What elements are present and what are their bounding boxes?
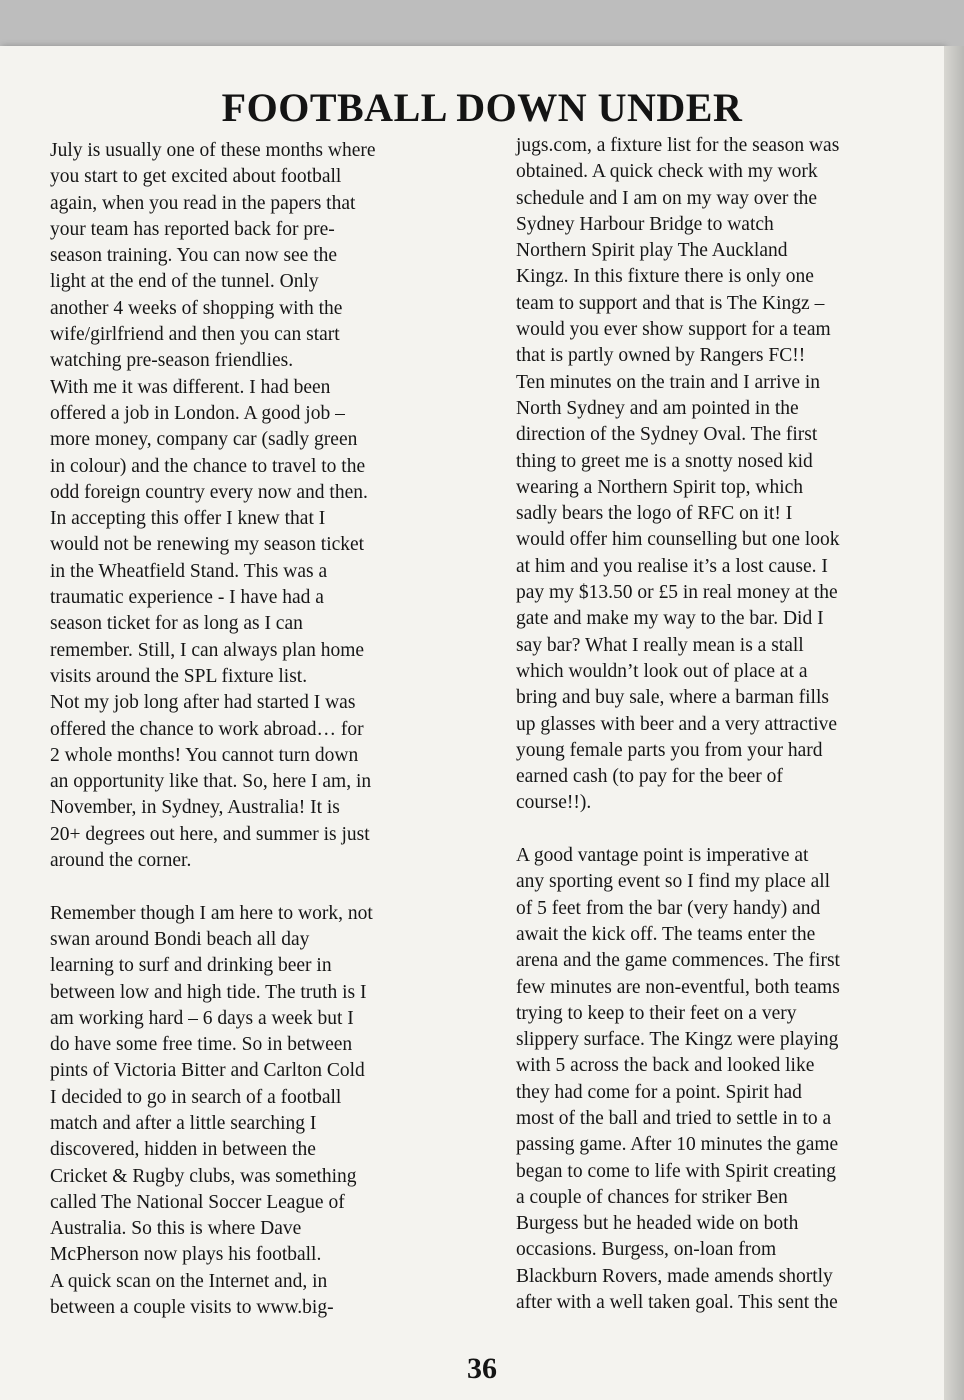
text-line: most of the ball and tried to settle in to a: [516, 1107, 832, 1129]
text-line: Kingz. In this fixture there is only one: [516, 266, 814, 288]
text-line: Blackburn Rovers, made amends shortly: [516, 1265, 833, 1287]
text-line: learning to surf and drinking beer in: [50, 955, 332, 977]
text-line: offered a job in London. A good job –: [50, 402, 345, 424]
text-line: up glasses with beer and a very attractive: [516, 713, 838, 735]
text-line: Ten minutes on the train and I arrive in: [516, 371, 821, 393]
text-line: of 5 feet from the bar (very handy) and: [516, 897, 821, 919]
text-line: remember. Still, I can always plan home: [50, 639, 365, 661]
text-line: odd foreign country every now and then.: [50, 481, 368, 503]
text-line: any sporting event so I find my place all: [516, 871, 831, 893]
text-line: in colour) and the chance to travel to the: [50, 455, 366, 477]
text-line: course!!).: [516, 792, 592, 814]
text-line: Cricket & Rugby clubs, was something: [50, 1165, 357, 1187]
text-line: again, when you read in the papers that: [50, 192, 356, 214]
text-line: offered the chance to work abroad… for: [50, 718, 364, 740]
text-line: would offer him counselling but one look: [516, 529, 840, 551]
text-line: light at the end of the tunnel. Only: [50, 271, 319, 293]
text-line: slippery surface. The Kingz were playing: [516, 1029, 839, 1051]
text-line: traumatic experience - I have had a: [50, 587, 324, 609]
paragraph-gap: [50, 874, 450, 900]
text-line: would you ever show support for a team: [516, 319, 831, 341]
text-line: 20+ degrees out here, and summer is just: [50, 823, 370, 845]
text-line: thing to greet me is a snotty nosed kid: [516, 450, 813, 472]
text-line: Sydney Harbour Bridge to watch: [516, 213, 774, 235]
page-edge: [944, 46, 964, 1400]
text-line: Australia. So this is where Dave: [50, 1218, 302, 1240]
scan-background: [0, 0, 964, 46]
text-line: gate and make my way to the bar. Did I: [516, 608, 824, 630]
text-line: pay my $13.50 or £5 in real money at the: [516, 582, 838, 604]
text-line: discovered, hidden in between the: [50, 1139, 316, 1161]
text-line: between low and high tide. The truth is I: [50, 981, 367, 1003]
text-line: pints of Victoria Bitter and Carlton Cold: [50, 1060, 365, 1082]
text-line: obtained. A quick check with my work: [516, 161, 818, 183]
text-line: few minutes are non-eventful, both teams: [516, 976, 840, 998]
text-line: swan around Bondi beach all day: [50, 928, 310, 950]
text-line: Burgess but he headed wide on both: [516, 1213, 799, 1235]
text-line: passing game. After 10 minutes the game: [516, 1134, 839, 1156]
text-line: I decided to go in search of a football: [50, 1086, 342, 1108]
text-line: with 5 across the back and looked like: [516, 1055, 815, 1077]
text-line: season ticket for as long as I can: [50, 613, 303, 635]
text-line: am working hard – 6 days a week but I: [50, 1007, 354, 1029]
text-line: your team has reported back for pre-: [50, 218, 335, 240]
text-line: began to come to life with Spirit creating: [516, 1160, 837, 1182]
article-title: FOOTBALL DOWN UNDER: [221, 85, 743, 130]
text-line: Remember though I am here to work, not: [50, 902, 373, 924]
text-line: July is usually one of these months where: [50, 140, 376, 161]
text-line: another 4 weeks of shopping with the: [50, 297, 343, 319]
text-line: earned cash (to pay for the beer of: [516, 766, 783, 788]
text-line: McPherson now plays his football.: [50, 1244, 322, 1266]
text-line: in the Wheatfield Stand. This was a: [50, 560, 328, 582]
text-line: you start to get excited about football: [50, 166, 342, 188]
text-line: would not be renewing my season ticket: [50, 534, 365, 556]
text-line: trying to keep to their feet on a very: [516, 1002, 797, 1024]
text-line: await the kick off. The teams enter the: [516, 923, 816, 945]
left-column: [50, 138, 450, 1321]
text-line: they had come for a point. Spirit had: [516, 1081, 802, 1103]
text-line: occasions. Burgess, on-loan from: [516, 1239, 777, 1261]
text-line: A good vantage point is imperative at: [516, 845, 809, 867]
text-line: schedule and I am on my way over the: [516, 187, 818, 209]
text-line: November, in Sydney, Australia! It is: [50, 797, 340, 819]
page-number: 36: [467, 1352, 497, 1385]
text-line: visits around the SPL fixture list.: [50, 665, 308, 687]
text-line: young female parts you from your hard: [516, 739, 823, 761]
text-line: Northern Spirit play The Auckland: [516, 240, 788, 262]
text-line: at him and you realise it’s a lost cause. I: [516, 555, 828, 577]
text-line: arena and the game commences. The first: [516, 950, 840, 972]
text-line: sadly bears the logo of RFC on it! I: [516, 503, 793, 525]
text-line: 2 whole months! You cannot turn down: [50, 744, 359, 766]
text-line: around the corner.: [50, 850, 192, 872]
text-line: With me it was different. I had been: [50, 376, 331, 398]
right-column: [516, 133, 916, 1316]
text-line: say bar? What I really mean is a stall: [516, 634, 804, 656]
text-line: jugs.com, a fixture list for the season was: [516, 135, 840, 156]
text-line: watching pre-season friendlies.: [50, 350, 294, 372]
text-line: an opportunity like that. So, here I am, in: [50, 771, 372, 793]
text-line: team to support and that is The Kingz –: [516, 292, 825, 314]
text-line: In accepting this offer I knew that I: [50, 508, 326, 530]
paragraph-gap: [516, 817, 916, 843]
text-line: North Sydney and am pointed in the: [516, 397, 799, 419]
text-line: after with a well taken goal. This sent the: [516, 1292, 838, 1314]
text-line: do have some free time. So in between: [50, 1034, 353, 1056]
text-line: wife/girlfriend and then you can start: [50, 324, 340, 346]
text-line: which wouldn’t look out of place at a: [516, 660, 808, 682]
text-line: called The National Soccer League of: [50, 1191, 345, 1213]
text-line: more money, company car (sadly green: [50, 429, 358, 451]
text-line: between a couple visits to www.big-: [50, 1297, 334, 1319]
text-line: bring and buy sale, where a barman fills: [516, 687, 829, 709]
text-line: a couple of chances for striker Ben: [516, 1186, 788, 1208]
text-line: wearing a Northern Spirit top, which: [516, 476, 804, 498]
text-line: Not my job long after had started I was: [50, 692, 356, 714]
text-line: A quick scan on the Internet and, in: [50, 1270, 328, 1292]
text-line: that is partly owned by Rangers FC!!: [516, 345, 806, 367]
text-line: season training. You can now see the: [50, 245, 338, 267]
text-line: direction of the Sydney Oval. The first: [516, 424, 818, 446]
text-line: match and after a little searching I: [50, 1112, 317, 1134]
